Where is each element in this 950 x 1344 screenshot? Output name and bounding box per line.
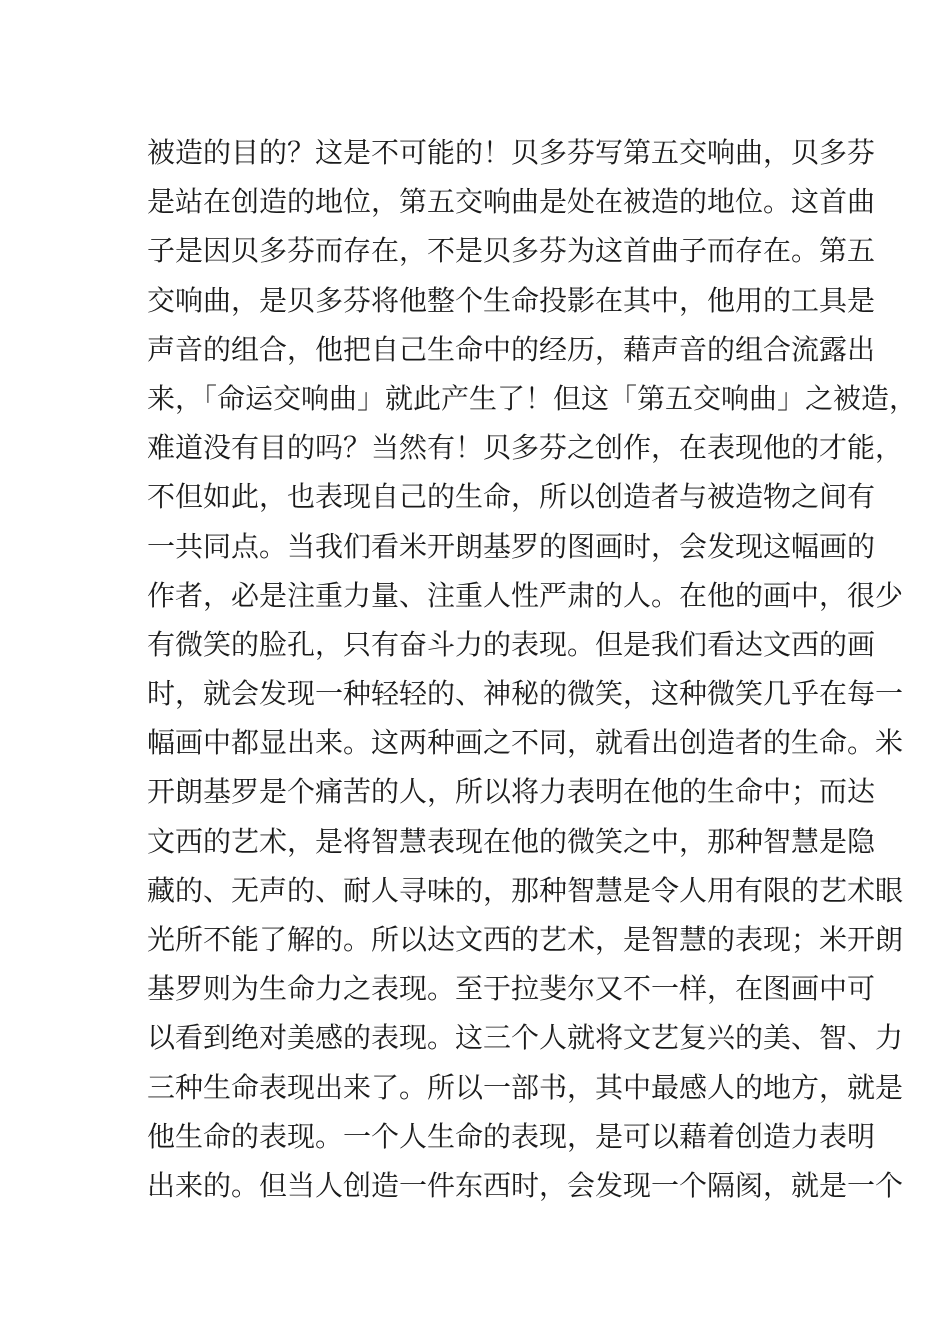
text-line: 光所不能了解的。所以达文西的艺术，是智慧的表现；米开朗 <box>147 923 904 956</box>
text-line: 以看到绝对美感的表现。这三个人就将文艺复兴的美、智、力 <box>147 1021 904 1055</box>
body-text <box>147 128 918 1210</box>
text-line: 他生命的表现。一个人生命的表现，是可以藉着创造力表明 <box>147 1119 876 1153</box>
text-line: 幅画中都显出来。这两种画之不同，就看出创造者的生命。米 <box>147 726 904 760</box>
text-line: 是站在创造的地位，第五交响曲是处在被造的地位。这首曲 <box>147 185 876 219</box>
text-line: 开朗基罗是个痛苦的人，所以将力表明在他的生命中；而达 <box>147 775 876 809</box>
text-line: 三种生命表现出来了。所以一部书，其中最感人的地方，就是 <box>147 1070 904 1104</box>
text-line: 声音的组合，他把自己生命中的经历，藉声音的组合流露出 <box>147 332 876 366</box>
text-line: 被造的目的？这是不可能的！贝多芬写第五交响曲，贝多芬 <box>147 136 876 169</box>
text-line: 作者，必是注重力量、注重人性严肃的人。在他的画中，很少 <box>147 578 904 612</box>
text-line: 有微笑的脸孔，只有奋斗力的表现。但是我们看达文西的画 <box>147 627 876 661</box>
text-line: 不但如此，也表现自己的生命，所以创造者与被造物之间有 <box>147 480 876 514</box>
text-line: 子是因贝多芬而存在，不是贝多芬为这首曲子而存在。第五 <box>147 234 876 268</box>
text-line: 基罗则为生命力之表现。至于拉斐尔又不一样，在图画中可 <box>147 972 876 1006</box>
text-line: 交响曲，是贝多芬将他整个生命投影在其中，他用的工具是 <box>147 283 876 317</box>
text-line: 来，「命运交响曲」就此产生了！但这「第五交响曲」之被造， <box>147 381 918 415</box>
text-line: 一共同点。当我们看米开朗基罗的图画时，会发现这幅画的 <box>147 529 876 563</box>
text-line: 文西的艺术，是将智慧表现在他的微笑之中，那种智慧是隐 <box>147 824 876 858</box>
text-line: 难道没有目的吗？当然有！贝多芬之创作，在表现他的才能， <box>147 431 904 465</box>
text-line: 藏的、无声的、耐人寻味的，那种智慧是令人用有限的艺术眼 <box>147 873 904 907</box>
text-line: 出来的。但当人创造一件东西时，会发现一个隔阂，就是一个 <box>147 1168 904 1202</box>
text-line: 时，就会发现一种轻轻的、神秘的微笑，这种微笑几乎在每一 <box>147 677 904 711</box>
